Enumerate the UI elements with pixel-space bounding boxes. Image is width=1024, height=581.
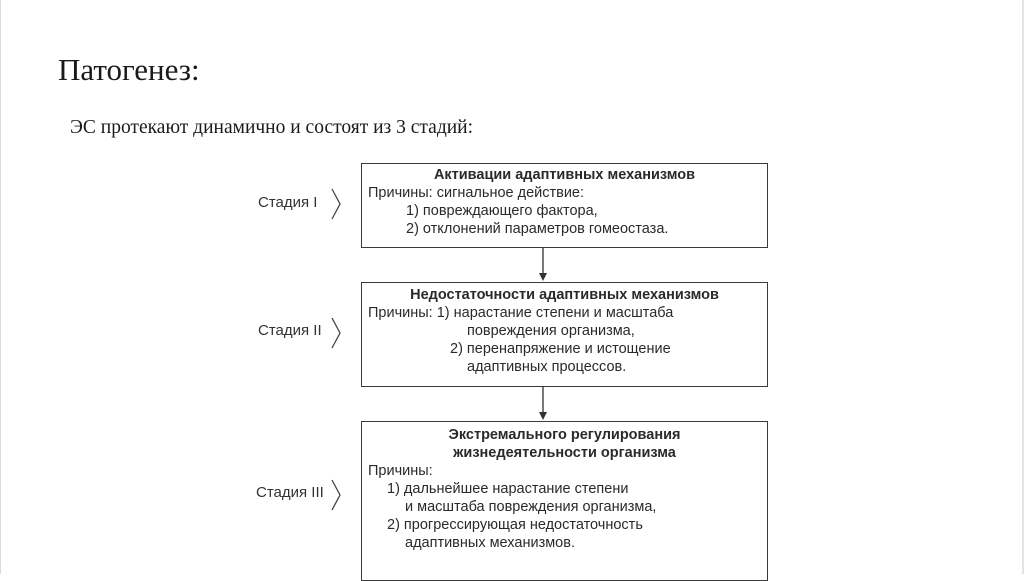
stage-3-label: Стадия III	[256, 484, 324, 501]
stage-2-line: Причины: 1) нарастание степени и масштаба	[368, 305, 674, 321]
stage-3-line: Причины:	[368, 463, 433, 479]
stage-2-chevron-icon	[330, 316, 342, 350]
stage-3-line: 2) прогрессирующая недостаточность	[387, 517, 643, 533]
stage-1-line: 2) отклонений параметров гомеостаза.	[406, 221, 669, 237]
slide-title: Патогенез:	[58, 52, 200, 87]
stage-1-chevron-icon	[330, 187, 342, 221]
slide-subtitle: ЭС протекают динамично и состоят из 3 стадий:	[70, 117, 474, 138]
stage-1-label: Стадия I	[258, 194, 318, 211]
stage-3-line: 1) дальнейшее нарастание степени	[387, 481, 629, 497]
stage-2-line: 2) перенапряжение и истощение	[450, 341, 671, 357]
stage-3-line: и масштаба повреждения организма,	[405, 499, 657, 515]
stage-3-chevron-icon	[330, 478, 342, 512]
stage-2-line: адаптивных процессов.	[467, 359, 627, 375]
stage-1-heading: Активации адаптивных механизмов	[433, 167, 696, 183]
stage-1-line: Причины: сигнальное действие:	[368, 185, 585, 201]
stage-2-heading: Недостаточности адаптивных механизмов	[410, 287, 719, 303]
stage-1-box	[361, 163, 768, 248]
stage-3-box	[361, 421, 768, 581]
arrow-stage-2-to-3-icon	[539, 387, 547, 421]
stage-3-heading: жизнедеятельности организма	[453, 445, 676, 461]
stage-3-line: адаптивных механизмов.	[405, 535, 575, 551]
stage-3-heading: Экстремального регулирования	[448, 427, 681, 443]
stage-2-line: повреждения организма,	[467, 323, 635, 339]
stage-1-line: 1) повреждающего фактора,	[406, 203, 598, 219]
slide-edge-left	[0, 0, 1, 574]
stage-2-box	[361, 282, 768, 387]
arrow-stage-1-to-2-icon	[539, 248, 547, 282]
stage-2-label: Стадия II	[258, 322, 322, 339]
